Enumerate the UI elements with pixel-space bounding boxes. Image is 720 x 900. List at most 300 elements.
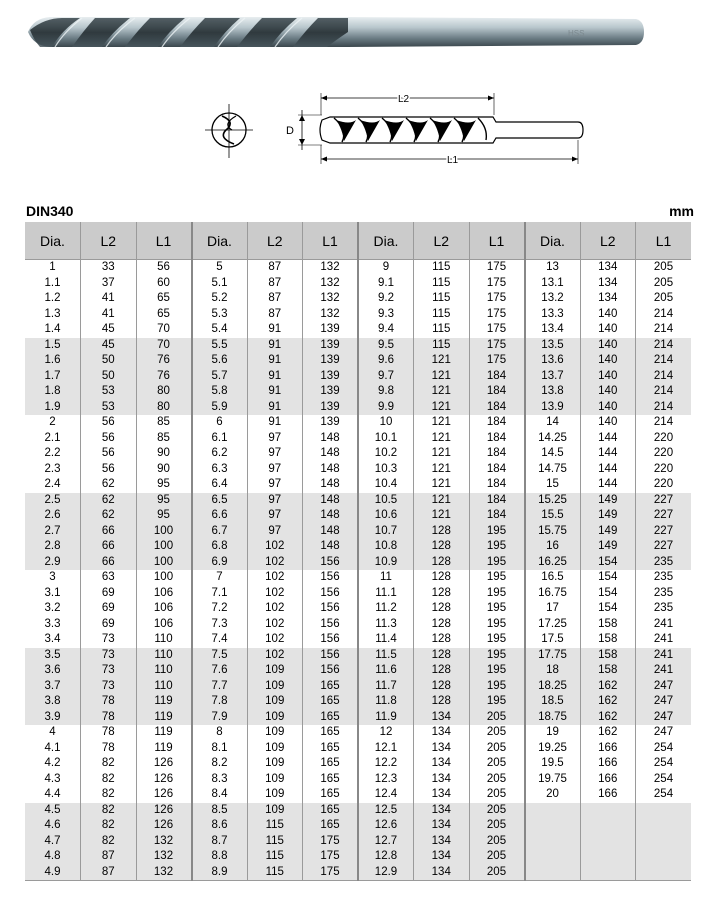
table-cell: 11.1: [358, 586, 414, 602]
table-cell: 12.9: [358, 865, 414, 881]
table-cell: 149: [580, 493, 636, 509]
table-cell: 2.6: [25, 508, 81, 524]
table-cell: 65: [136, 307, 192, 323]
table-cell: 11.3: [358, 617, 414, 633]
table-cell: 41: [81, 291, 137, 307]
table-cell: 6.9: [192, 555, 248, 571]
table-cell: 10.8: [358, 539, 414, 555]
table-cell: 148: [303, 493, 359, 509]
table-cell: 87: [247, 291, 303, 307]
table-cell: 195: [469, 617, 525, 633]
table-cell: 78: [81, 725, 137, 741]
table-cell: 132: [303, 307, 359, 323]
table-cell: 4.3: [44, 772, 61, 785]
table-cell: 82: [81, 772, 137, 788]
table-cell: 165: [303, 710, 359, 726]
table-cell: 69: [81, 586, 137, 602]
table-cell: 156: [303, 586, 359, 602]
table-cell: 5: [192, 260, 248, 276]
table-cell: 184: [469, 415, 525, 431]
table-cell: 126: [136, 756, 192, 772]
table-row: [25, 617, 691, 633]
table-cell: 13.5: [525, 338, 581, 354]
table-cell: 184: [469, 477, 525, 493]
label-l1: L1: [447, 155, 459, 166]
table-cell: 102: [247, 555, 303, 571]
svg-text:HSS: HSS: [568, 29, 585, 38]
table-cell: [525, 834, 581, 850]
table-cell: 148: [303, 462, 359, 478]
table-cell: 110: [136, 679, 192, 695]
table-cell: 10.9: [358, 555, 414, 571]
table-row: [25, 865, 691, 881]
table-cell: 184: [469, 446, 525, 462]
table-cell: [580, 803, 636, 819]
table-cell: 9.5: [358, 338, 414, 354]
table-cell: [525, 818, 581, 834]
table-cell: 4.1: [44, 741, 61, 754]
table-cell: 78: [81, 694, 137, 710]
table-cell: 100: [136, 539, 192, 555]
table-cell: 220: [636, 462, 692, 478]
table-row: [25, 756, 691, 772]
table-cell: 91: [247, 338, 303, 354]
table-cell: 4.8: [25, 849, 81, 865]
table-cell: 166: [580, 756, 636, 772]
table-cell: 162: [580, 710, 636, 726]
column-header: L1: [136, 222, 192, 260]
table-cell: 16.75: [525, 586, 581, 602]
table-cell: 73: [81, 648, 137, 664]
table-cell: 165: [303, 679, 359, 695]
table-cell: 205: [469, 756, 525, 772]
table-cell: 97: [247, 446, 303, 462]
table-cell: 1.2: [44, 292, 61, 304]
table-cell: 175: [469, 260, 525, 276]
table-cell: 13.2: [525, 291, 581, 307]
table-cell: 119: [136, 694, 192, 710]
table-cell: 14.75: [525, 462, 581, 478]
table-cell: 132: [303, 276, 359, 292]
table-cell: 134: [414, 834, 470, 850]
table-cell: 70: [136, 338, 192, 354]
table-cell: 12.8: [358, 849, 414, 865]
table-cell: 8.7: [192, 834, 248, 850]
table-cell: 1.8: [25, 384, 81, 400]
table-cell: 121: [414, 400, 470, 416]
table-cell: [525, 803, 581, 819]
table-cell: 82: [81, 756, 137, 772]
table-cell: 254: [636, 772, 692, 788]
table-cell: 8.2: [192, 756, 248, 772]
table-cell: 214: [636, 400, 692, 416]
table-cell: 16.5: [525, 570, 581, 586]
table-cell: 149: [580, 508, 636, 524]
table-cell: 9.3: [358, 307, 414, 323]
table-cell: 165: [303, 741, 359, 757]
table-cell: 140: [580, 415, 636, 431]
table-cell: 45: [81, 322, 137, 338]
table-row: [25, 539, 691, 555]
table-cell: 227: [636, 539, 692, 555]
table-cell: 8.1: [192, 741, 248, 757]
table-cell: 73: [81, 679, 137, 695]
table-cell: 6.6: [192, 508, 248, 524]
table-cell: 115: [414, 338, 470, 354]
table-cell: [580, 849, 636, 865]
table-cell: 195: [469, 632, 525, 648]
table-cell: 162: [580, 694, 636, 710]
unit-label: mm: [669, 203, 694, 219]
column-header: L1: [469, 222, 525, 260]
table-cell: 7.8: [192, 694, 248, 710]
table-cell: 109: [247, 710, 303, 726]
table-cell: 195: [469, 679, 525, 695]
table-cell: 2.4: [44, 478, 61, 490]
table-cell: 62: [81, 493, 137, 509]
drill-size-table: [25, 222, 691, 881]
table-cell: 144: [580, 477, 636, 493]
table-header-row: [25, 222, 691, 260]
table-cell: 1.9: [25, 400, 81, 416]
table-cell: 8: [192, 725, 248, 741]
table-cell: 6.7: [192, 524, 248, 540]
table-row: [25, 462, 691, 478]
table-cell: 205: [469, 725, 525, 741]
table-cell: 7.9: [192, 710, 248, 726]
table-cell: 10.6: [358, 508, 414, 524]
table-cell: 4: [49, 726, 56, 738]
table-cell: 102: [247, 570, 303, 586]
table-cell: 132: [136, 865, 192, 881]
table-cell: 121: [414, 446, 470, 462]
table-cell: 87: [81, 865, 137, 881]
table-cell: 166: [580, 741, 636, 757]
table-cell: 184: [469, 369, 525, 385]
table-cell: 140: [580, 384, 636, 400]
table-cell: [636, 818, 692, 834]
table-cell: 95: [136, 477, 192, 493]
table-cell: 165: [303, 818, 359, 834]
table-cell: [636, 849, 692, 865]
table-cell: 2.9: [25, 555, 81, 571]
table-cell: 16: [525, 539, 581, 555]
table-cell: 128: [414, 586, 470, 602]
table-cell: 6.5: [192, 493, 248, 509]
table-row: [25, 524, 691, 540]
table-row: [25, 338, 691, 354]
table-cell: 235: [636, 601, 692, 617]
table-row: [25, 415, 691, 431]
table-row: [25, 632, 691, 648]
table-cell: 106: [136, 601, 192, 617]
table-cell: 91: [247, 415, 303, 431]
table-cell: 97: [247, 508, 303, 524]
table-cell: 19.75: [525, 772, 581, 788]
table-cell: 11.8: [358, 694, 414, 710]
table-cell: 1.6: [25, 353, 81, 369]
table-cell: 156: [303, 617, 359, 633]
table-cell: 2.7: [25, 524, 81, 540]
table-cell: 6.8: [192, 539, 248, 555]
table-cell: 66: [81, 539, 137, 555]
table-cell: 87: [247, 307, 303, 323]
table-cell: 132: [303, 291, 359, 307]
table-cell: 7.2: [192, 601, 248, 617]
table-cell: 220: [636, 431, 692, 447]
table-cell: 158: [580, 617, 636, 633]
table-cell: 254: [636, 741, 692, 757]
table-row: [25, 307, 691, 323]
table-cell: 7: [192, 570, 248, 586]
table-cell: 148: [303, 431, 359, 447]
table-cell: 115: [247, 849, 303, 865]
table-cell: 56: [136, 260, 192, 276]
table-cell: 14.25: [525, 431, 581, 447]
table-cell: 214: [636, 415, 692, 431]
table-cell: 241: [636, 648, 692, 664]
table-cell: 1: [49, 261, 56, 273]
table-cell: 53: [81, 400, 137, 416]
table-cell: 184: [469, 431, 525, 447]
table-cell: 165: [303, 756, 359, 772]
table-cell: 3.5: [25, 648, 81, 664]
table-cell: 3: [49, 571, 56, 583]
table-cell: 134: [414, 865, 470, 881]
table-cell: 184: [469, 493, 525, 509]
table-cell: 102: [247, 539, 303, 555]
table-cell: 78: [81, 741, 137, 757]
table-cell: 214: [636, 322, 692, 338]
table-cell: 18: [525, 663, 581, 679]
table-row: [25, 741, 691, 757]
table-cell: 3.7: [25, 679, 81, 695]
table-cell: 41: [81, 307, 137, 323]
table-cell: 195: [469, 524, 525, 540]
table-cell: 10.7: [358, 524, 414, 540]
standard-label: DIN340: [26, 203, 74, 219]
table-cell: 195: [469, 570, 525, 586]
table-cell: 56: [81, 462, 137, 478]
table-cell: 165: [303, 772, 359, 788]
table-cell: 5.4: [192, 322, 248, 338]
table-cell: 87: [247, 276, 303, 292]
table-row: [25, 679, 691, 695]
table-cell: 165: [303, 803, 359, 819]
column-header: L2: [81, 222, 137, 260]
table-cell: 184: [469, 462, 525, 478]
table-cell: 17.75: [525, 648, 581, 664]
table-cell: 87: [247, 260, 303, 276]
table-cell: 85: [136, 415, 192, 431]
column-header: L2: [247, 222, 303, 260]
table-cell: 12.6: [358, 818, 414, 834]
table-cell: 214: [636, 353, 692, 369]
column-header: Dia.: [525, 222, 581, 260]
table-cell: 195: [469, 586, 525, 602]
table-cell: 4.9: [25, 865, 81, 881]
table-cell: 128: [414, 694, 470, 710]
table-cell: 70: [136, 322, 192, 338]
table-cell: 53: [81, 384, 137, 400]
table-cell: 165: [303, 725, 359, 741]
table-cell: 205: [469, 818, 525, 834]
table-cell: 247: [636, 710, 692, 726]
table-cell: 82: [81, 787, 137, 803]
table-cell: 18.25: [525, 679, 581, 695]
table-cell: 9.7: [358, 369, 414, 385]
table-cell: 110: [136, 632, 192, 648]
table-cell: [525, 865, 581, 881]
table-cell: 7.5: [192, 648, 248, 664]
table-cell: 5.5: [192, 338, 248, 354]
table-cell: 126: [136, 818, 192, 834]
table-cell: 2.1: [44, 431, 61, 444]
drill-dimension-diagram: [0, 0, 720, 200]
table-cell: 9.4: [358, 322, 414, 338]
table-cell: 139: [303, 384, 359, 400]
table-cell: 254: [636, 787, 692, 803]
table-cell: 175: [303, 865, 359, 881]
table-cell: 247: [636, 679, 692, 695]
label-d: D: [286, 125, 294, 137]
table-cell: 140: [580, 353, 636, 369]
table-cell: 115: [247, 818, 303, 834]
table-cell: 1.5: [25, 338, 81, 354]
table-cell: 5.3: [192, 307, 248, 323]
table-cell: 8.4: [192, 787, 248, 803]
table-cell: 11.9: [358, 710, 414, 726]
table-cell: 109: [247, 787, 303, 803]
table-cell: [636, 834, 692, 850]
table-cell: 144: [580, 462, 636, 478]
table-cell: 140: [580, 338, 636, 354]
table-cell: 115: [414, 291, 470, 307]
table-cell: 15: [525, 477, 581, 493]
table-cell: 12.3: [358, 772, 414, 788]
table-cell: 97: [247, 493, 303, 509]
table-cell: 17: [525, 601, 581, 617]
table-cell: 254: [636, 756, 692, 772]
table-cell: 205: [469, 710, 525, 726]
table-cell: 214: [636, 369, 692, 385]
table-cell: 126: [136, 772, 192, 788]
table-cell: 19.5: [525, 756, 581, 772]
table-cell: 134: [580, 291, 636, 307]
table-cell: 5.7: [192, 369, 248, 385]
table-row: [25, 477, 691, 493]
table-cell: 214: [636, 307, 692, 323]
table-cell: 195: [469, 648, 525, 664]
table-cell: 6.3: [192, 462, 248, 478]
table-cell: 18.75: [525, 710, 581, 726]
table-cell: 15.5: [525, 508, 581, 524]
table-row: [25, 508, 691, 524]
table-cell: 128: [414, 555, 470, 571]
table-cell: 115: [414, 276, 470, 292]
table-cell: 139: [303, 400, 359, 416]
table-cell: 175: [469, 322, 525, 338]
table-cell: 205: [636, 260, 692, 276]
table-cell: 73: [81, 632, 137, 648]
table-cell: 7.4: [192, 632, 248, 648]
table-cell: 110: [136, 648, 192, 664]
table-cell: 115: [247, 834, 303, 850]
table-cell: 82: [81, 834, 137, 850]
table-cell: 69: [81, 617, 137, 633]
table-cell: 66: [81, 524, 137, 540]
table-cell: 60: [136, 276, 192, 292]
table-cell: 109: [247, 803, 303, 819]
table-row: [25, 555, 691, 571]
table-cell: 6.1: [192, 431, 248, 447]
table-cell: 76: [136, 369, 192, 385]
table-cell: 6.4: [192, 477, 248, 493]
table-cell: 205: [469, 834, 525, 850]
table-cell: 132: [136, 849, 192, 865]
table-cell: 184: [469, 400, 525, 416]
table-cell: 10.4: [358, 477, 414, 493]
table-cell: 162: [580, 679, 636, 695]
table-cell: 5.8: [192, 384, 248, 400]
table-cell: 139: [303, 338, 359, 354]
table-cell: 16.25: [525, 555, 581, 571]
table-body: [25, 260, 691, 881]
table-cell: 148: [303, 446, 359, 462]
table-cell: 115: [414, 322, 470, 338]
table-cell: 90: [136, 446, 192, 462]
table-cell: 82: [81, 803, 137, 819]
table-cell: [636, 865, 692, 881]
table-row: [25, 818, 691, 834]
table-cell: 126: [136, 787, 192, 803]
table-cell: 134: [414, 803, 470, 819]
table-cell: 109: [247, 679, 303, 695]
table-cell: 154: [580, 570, 636, 586]
table-cell: 134: [414, 787, 470, 803]
table-row: [25, 353, 691, 369]
table-cell: 220: [636, 446, 692, 462]
table-cell: 149: [580, 539, 636, 555]
table-cell: 140: [580, 322, 636, 338]
table-cell: 8.8: [192, 849, 248, 865]
table-cell: 12.7: [358, 834, 414, 850]
table-cell: 62: [81, 477, 137, 493]
table-row: [25, 570, 691, 586]
table-cell: 1.7: [25, 369, 81, 385]
table-cell: 109: [247, 694, 303, 710]
table-cell: 134: [580, 260, 636, 276]
table-cell: 227: [636, 524, 692, 540]
table-row: [25, 772, 691, 788]
table-cell: 140: [580, 307, 636, 323]
table-cell: 10.1: [358, 431, 414, 447]
table-cell: 8.6: [192, 818, 248, 834]
table-cell: 132: [303, 260, 359, 276]
table-row: [25, 834, 691, 850]
table-cell: 134: [414, 710, 470, 726]
table-cell: 121: [414, 369, 470, 385]
table-cell: 235: [636, 586, 692, 602]
table-cell: 154: [580, 555, 636, 571]
table-cell: 205: [636, 291, 692, 307]
table-cell: 175: [469, 353, 525, 369]
table-cell: 109: [247, 725, 303, 741]
table-cell: 100: [136, 524, 192, 540]
table-cell: 5.9: [192, 400, 248, 416]
table-cell: 8.9: [192, 865, 248, 881]
table-cell: 13.3: [525, 307, 581, 323]
